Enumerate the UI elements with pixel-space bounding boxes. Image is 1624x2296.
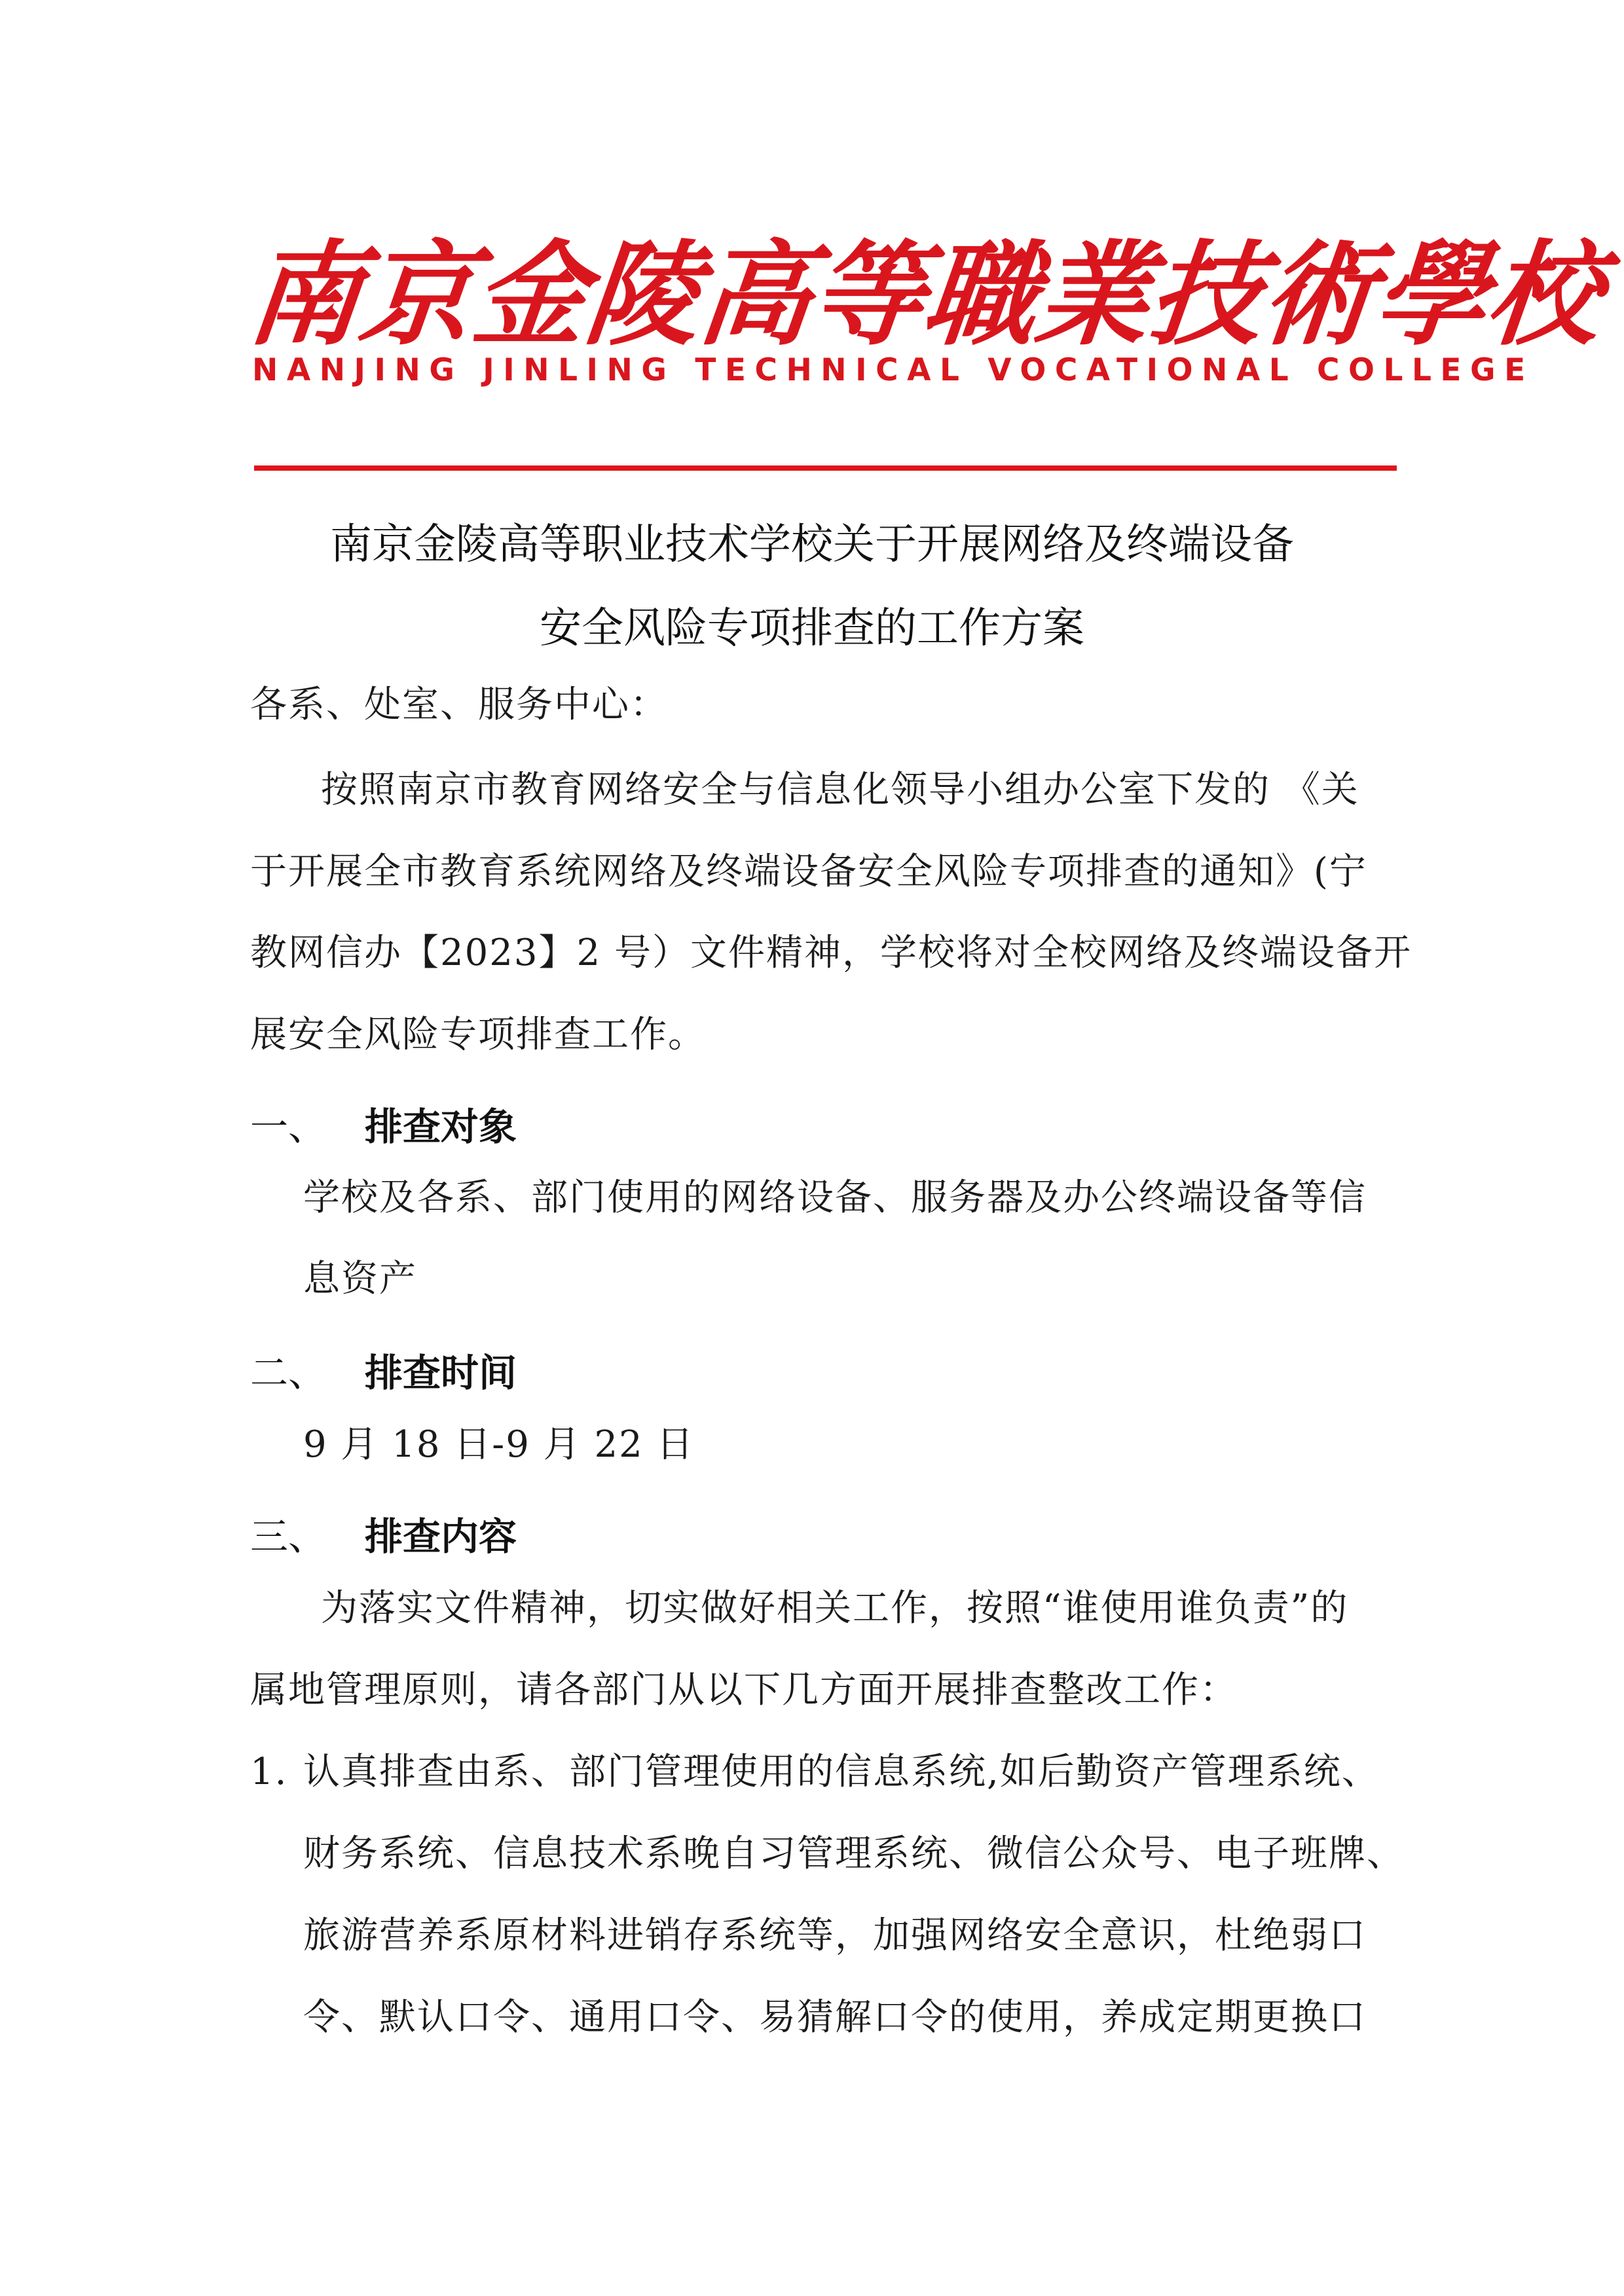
intro-line: 按照南京市教育网络安全与信息化领导小组办公室下发的 《关 xyxy=(321,769,1359,811)
intro-line: 教网信办【2023】2 号）文件精神，学校将对全校网络及终端设备开 xyxy=(250,932,1412,974)
document-title-line2: 安全风险专项排查的工作方案 xyxy=(540,604,1084,653)
section-text-line: 学校及各系、部门使用的网络设备、服务器及办公终端设备等信 xyxy=(303,1176,1367,1219)
section-heading xyxy=(250,1506,517,1561)
section-text-line: 为落实文件精神，切实做好相关工作，按照“谁使用谁负责”的 xyxy=(321,1587,1349,1630)
intro-line: 展安全风险专项排查工作。 xyxy=(250,1013,706,1056)
salutation: 各系、处室、服务中心： xyxy=(250,683,668,726)
section-title: 排查时间 xyxy=(365,1351,517,1395)
intro-line: 于开展全市教育系统网络及终端设备安全风险专项排查的通知》(宁 xyxy=(250,850,1367,893)
school-logo-chinese: 南 京 金 陵 高 等 職 業 技 術 學 校 xyxy=(242,228,1608,361)
list-item-line: 财务系统、信息技术系晚自习管理系统、微信公众号、电子班牌、 xyxy=(303,1832,1405,1875)
section-text-line: 息资产 xyxy=(303,1258,417,1300)
section-heading xyxy=(250,1342,517,1397)
section-text-line: 属地管理原则，请各部门从以下几方面开展排查整改工作： xyxy=(250,1669,1238,1711)
list-item-line: 旅游营养系原材料进销存系统等，加强网络安全意识，杜绝弱口 xyxy=(303,1914,1367,1957)
list-item-marker: 1. xyxy=(250,1751,288,1793)
list-item-line: 令、默认口令、通用口令、易猜解口令的使用，养成定期更换口 xyxy=(303,1996,1367,2039)
section-number: 二、 xyxy=(250,1351,327,1395)
section-number: 一、 xyxy=(250,1104,327,1149)
section-title: 排查对象 xyxy=(365,1104,517,1149)
section-title: 排查内容 xyxy=(365,1514,517,1559)
list-item-line: 认真排查由系、部门管理使用的信息系统,如后勤资产管理系统、 xyxy=(303,1751,1380,1793)
section-number: 三、 xyxy=(250,1514,327,1559)
section-text-line: 9 月 18 日-9 月 22 日 xyxy=(303,1423,695,1466)
letterhead-divider xyxy=(254,465,1397,471)
school-name-english: NANJING JINLING TECHNICAL VOCATIONAL COLLEGE xyxy=(252,352,1534,388)
section-heading xyxy=(250,1096,517,1151)
document-title-line1: 南京金陵高等职业技术学校关于开展网络及终端设备 xyxy=(330,520,1294,569)
